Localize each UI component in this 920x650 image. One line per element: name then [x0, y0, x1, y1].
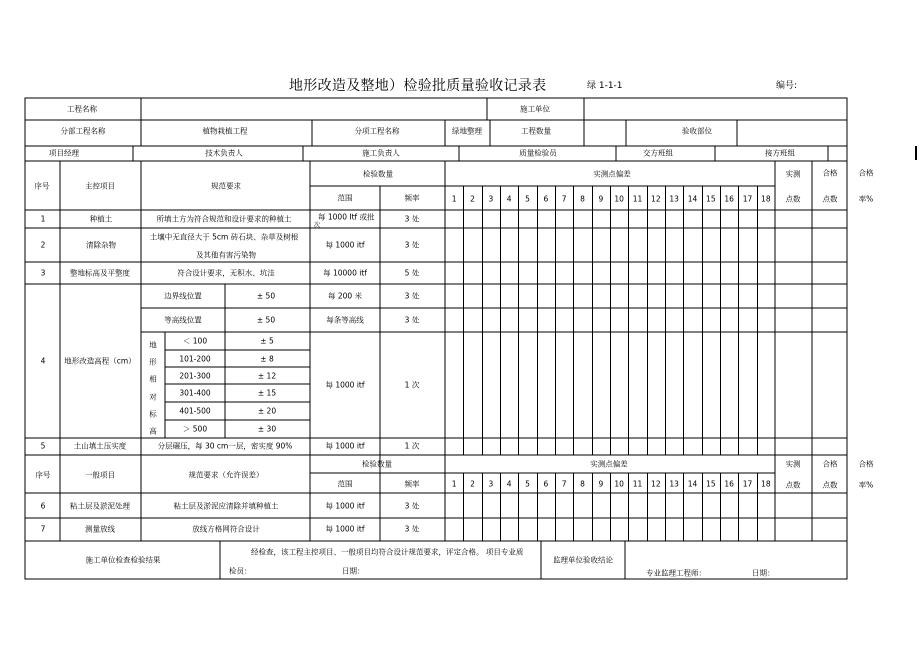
row7-no: 7: [40, 524, 46, 534]
row2-no: 2: [40, 240, 46, 250]
construction-result-label: 施工单位检查检验结果: [85, 555, 161, 565]
general-col-6: 6: [543, 479, 549, 489]
general-measured-1: 实测: [785, 459, 801, 469]
general-rate-2: 率%: [858, 480, 874, 490]
rate-header-1: 合格: [858, 168, 874, 178]
general-col-1: 1: [451, 479, 457, 489]
general-col-3: 3: [488, 479, 494, 489]
project-name-label: 工程名称: [67, 104, 97, 114]
main-col-9: 9: [598, 194, 604, 204]
number-label: 编号:: [776, 81, 798, 91]
row3-spec: 符合设计要求，无积水、坑洼: [177, 268, 275, 278]
result-statement: 经检查，该工程主控项目、一般项目均符合设计规范要求，评定合格。 项目专业质: [251, 547, 524, 557]
general-pass-2: 点数: [822, 480, 838, 490]
supervision-label: 监理单位验收结论: [553, 555, 613, 565]
result-date: 日期：: [342, 566, 365, 576]
general-freq-header: 频率: [404, 479, 420, 489]
height-level-range: 401-500: [179, 406, 211, 416]
boundary-range: 每 200 米: [327, 291, 363, 301]
rate-header-2: 率%: [858, 194, 874, 204]
general-col-12: 12: [651, 479, 661, 489]
supervision-engineer: 专业监理工程师：: [646, 568, 706, 578]
main-col-11: 11: [632, 194, 643, 204]
main-item-header: 主控项目: [85, 181, 115, 191]
row1-freq: 3 处: [404, 214, 420, 224]
row6-range: 每 1000 itf: [325, 501, 365, 511]
row6-name: 粘土层及淤泥处理: [70, 501, 130, 511]
height-level-tolerance: ± 20: [257, 406, 277, 416]
pass-header-1: 合格: [822, 168, 838, 178]
spec-header: 规范要求: [211, 181, 241, 191]
boundary-freq: 3 处: [404, 291, 420, 301]
page-edge-mark: [915, 146, 917, 160]
contour-freq: 3 处: [404, 315, 420, 325]
page-title: 地形改造及整地）检验批质量验收记录表: [289, 78, 547, 94]
vertical-char: 对: [149, 391, 157, 401]
row1-range: 每 1000 Itf 或批: [318, 212, 375, 222]
height-level-range: ＞ 500: [182, 424, 208, 434]
row4-name: 地形改造高程（cm）: [64, 356, 136, 366]
main-col-14: 14: [687, 194, 698, 204]
construction-lead-label: 施工负责人: [362, 148, 400, 158]
row1-name: 种植土: [89, 214, 113, 224]
item-project-label: 分项工程名称: [354, 126, 400, 136]
general-col-11: 11: [632, 479, 643, 489]
pass-header-2: 点数: [822, 194, 838, 204]
main-col-15: 15: [706, 194, 716, 204]
general-qty-header: 检验数量: [362, 459, 392, 469]
general-rate-1: 合格: [858, 459, 874, 469]
main-col-6: 6: [543, 194, 549, 204]
row3-name: 整地标高及平整度: [70, 268, 130, 278]
general-col-15: 15: [706, 479, 716, 489]
general-col-17: 17: [742, 479, 753, 489]
row5-spec: 分层碾压，每 30 cm一层，密实度 90%: [157, 441, 293, 451]
general-spec-header: 规范要求（允许误差）: [188, 470, 264, 480]
general-col-16: 16: [724, 479, 734, 489]
main-col-2: 2: [470, 194, 475, 204]
height-level-tolerance: ± 5: [260, 336, 274, 346]
relative-range: 每 1000 itf: [325, 380, 365, 390]
row6-no: 6: [40, 501, 46, 511]
sub-project-label: 分部工程名称: [60, 126, 106, 136]
qty-header: 检验数量: [363, 169, 393, 179]
main-col-1: 1: [451, 194, 457, 204]
row7-name: 测量放线: [85, 524, 115, 534]
supervision-date: 日期：: [752, 568, 775, 578]
general-col-4: 4: [506, 479, 512, 489]
general-col-14: 14: [687, 479, 698, 489]
contour-label: 等高线位置: [164, 315, 202, 325]
general-deviation-header: 实测点偏差: [590, 459, 628, 469]
general-col-7: 7: [561, 479, 567, 489]
main-col-4: 4: [506, 194, 512, 204]
row7-range: 每 1000 itf: [325, 524, 365, 534]
row2-freq: 3 处: [404, 240, 420, 250]
receiver-label: 接方班组: [765, 148, 795, 158]
main-col-8: 8: [580, 194, 585, 204]
row4-no: 4: [40, 356, 46, 366]
boundary-label: 边界线位置: [164, 291, 202, 301]
general-col-18: 18: [761, 479, 771, 489]
row2-spec: 土壤中无直径大于 5cm 砖石块、杂草及树根: [149, 232, 299, 242]
main-col-3: 3: [488, 194, 494, 204]
row2-spec-2: 及其他有害污染物: [196, 250, 256, 260]
handover-label: 交方班组: [643, 148, 673, 158]
height-level-range: 301-400: [179, 388, 211, 398]
project-manager-label: 项目经理: [49, 148, 79, 158]
row5-freq: 1 次: [404, 441, 420, 451]
row3-no: 3: [40, 268, 46, 278]
main-col-17: 17: [742, 194, 753, 204]
sub-project-value: 植物栽植工程: [202, 126, 248, 136]
general-col-8: 8: [580, 479, 585, 489]
tech-lead-label: 技术负责人: [205, 148, 243, 158]
general-col-10: 10: [614, 479, 624, 489]
general-seq-header: 序号: [35, 470, 51, 480]
main-col-16: 16: [724, 194, 734, 204]
contour-range: 每条等高线: [326, 315, 364, 325]
vertical-char: 地: [149, 340, 157, 350]
general-item-header: 一般项目: [85, 470, 115, 480]
main-col-12: 12: [651, 194, 661, 204]
vertical-char: 高: [149, 426, 157, 436]
inspector-label: 质量检验员: [519, 148, 557, 158]
quantity-label: 工程数量: [521, 126, 551, 136]
vertical-char: 形: [149, 357, 157, 367]
row6-spec: 粘土层及淤泥应清除并填种植土: [173, 501, 279, 511]
contour-tolerance: ± 50: [256, 315, 276, 325]
row3-range: 每 10000 itf: [323, 268, 367, 278]
height-level-tolerance: ± 30: [257, 424, 277, 434]
row1-range-extra: 次: [314, 222, 321, 229]
general-col-2: 2: [470, 479, 475, 489]
measured-header-1: 实测: [785, 169, 801, 179]
height-level-tolerance: ± 12: [257, 370, 277, 380]
form-code: 绿 1-1-1: [587, 81, 623, 91]
row3-freq: 5 处: [404, 268, 420, 278]
main-col-13: 13: [669, 194, 679, 204]
freq-header: 频率: [404, 193, 420, 203]
row1-spec: 所填土方为符合规范和设计要求的种植土: [156, 214, 292, 224]
row1-no: 1: [40, 214, 46, 224]
general-col-13: 13: [669, 479, 679, 489]
main-col-5: 5: [525, 194, 530, 204]
construction-unit-label: 施工单位: [520, 104, 550, 114]
height-level-range: 201-300: [179, 370, 211, 380]
boundary-tolerance: ± 50: [256, 291, 276, 301]
vertical-char: 相: [149, 374, 157, 384]
item-project-value: 绿地整理: [452, 126, 482, 136]
row5-no: 5: [40, 441, 46, 451]
relative-freq: 1 次: [404, 380, 420, 390]
vertical-char: 标: [149, 409, 157, 419]
result-inspector: 检员：: [229, 566, 252, 576]
deviation-header: 实测点偏差: [593, 169, 631, 179]
acceptance-dept-label: 验收部位: [682, 126, 712, 136]
main-col-18: 18: [761, 194, 771, 204]
height-level-range: ＜ 100: [182, 336, 208, 346]
general-col-9: 9: [598, 479, 604, 489]
row5-name: 土山填土压实度: [73, 441, 127, 451]
height-level-range: 101-200: [179, 353, 211, 363]
main-col-10: 10: [614, 194, 624, 204]
general-range-header: 范围: [337, 479, 353, 489]
row6-freq: 3 处: [404, 501, 420, 511]
general-pass-1: 合格: [822, 459, 838, 469]
range-header: 范围: [337, 193, 353, 203]
row7-freq: 3 处: [404, 524, 420, 534]
row7-spec: 放线方格网符合设计: [192, 524, 260, 534]
general-col-5: 5: [525, 479, 530, 489]
height-level-tolerance: ± 15: [257, 388, 277, 398]
main-col-7: 7: [561, 194, 567, 204]
seq-header: 序号: [34, 181, 50, 191]
measured-header-2: 点数: [785, 194, 801, 204]
row5-range: 每 1000 itf: [325, 441, 365, 451]
general-measured-2: 点数: [785, 480, 801, 490]
row2-name: 清除杂物: [86, 240, 116, 250]
row2-range: 每 1000 itf: [325, 240, 365, 250]
height-level-tolerance: ± 8: [260, 353, 274, 363]
